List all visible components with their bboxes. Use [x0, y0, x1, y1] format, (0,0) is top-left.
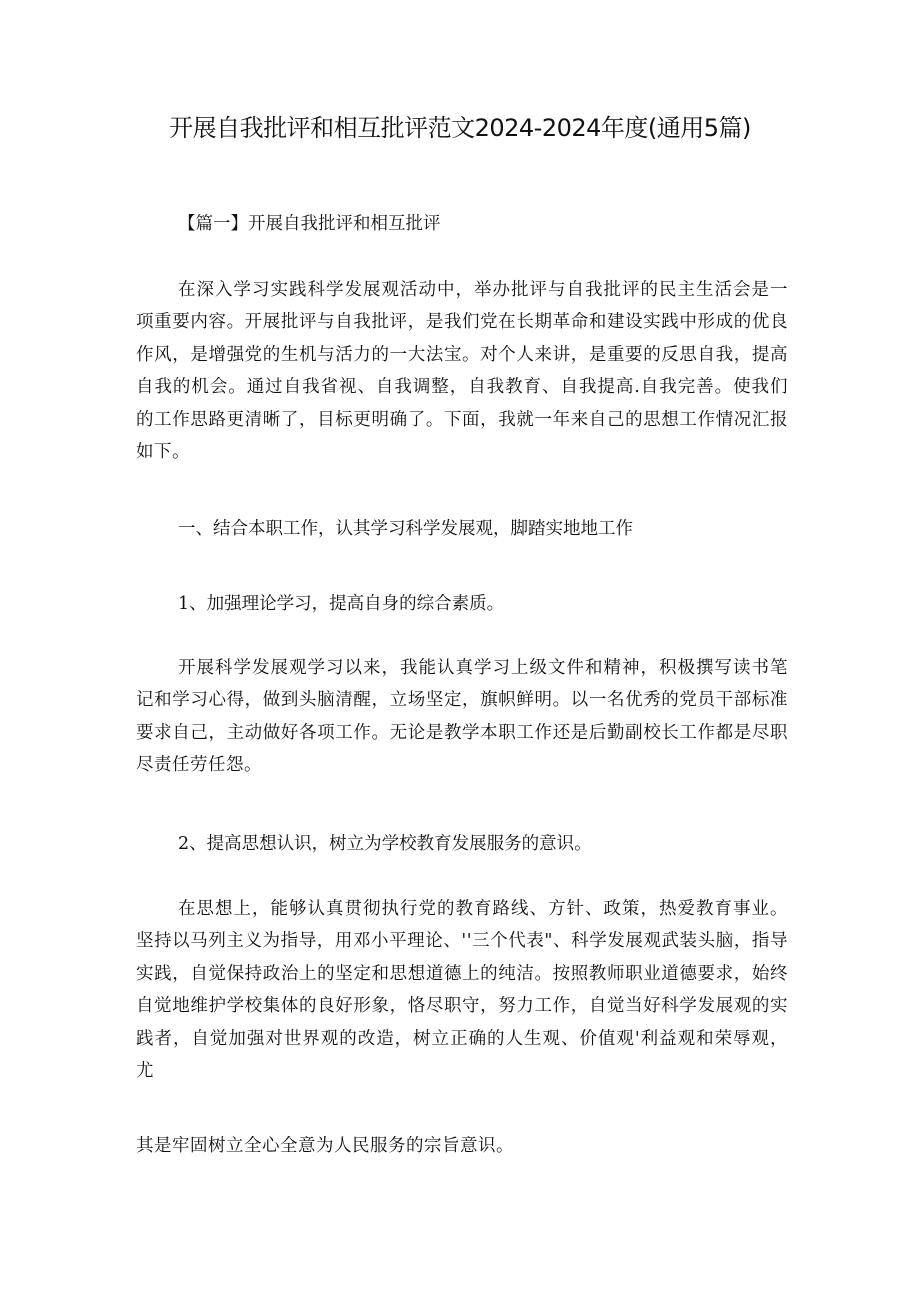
- subheading-1: 1、加强理论学习，提高自身的综合素质。: [178, 594, 505, 614]
- paragraph-2: 在思想上，能够认真贯彻执行党的教育路线、方针、政策，热爱教育事业。坚持以马列主义为指导，用邓小平理论、''三个代表"、科学发展观武装头脑，指导实践，自觉保持政治上的坚定和思想道德上的纯洁。按照教师职业道德要求，始终自觉地维护学校集体的良好形象，恪尽职守，努力工作，自觉当好科学发展观的实践者，自觉加强对世界观的改造，树立正确的人生观、价值观'利益观和荣辱观，尤: [136, 899, 788, 1082]
- intro-paragraph: 在深入学习实践科学发展观活动中，举办批评与自我批评的民主生活会是一项重要内容。开展批评与自我批评，是我们党在长期革命和建设实践中形成的优良作风，是增强党的生机与活力的一大法宝。对个人来讲，是重要的反思自我，提高自我的机会。通过自我省视、自我调整，自我教育、自我提高.自我完善。使我们的工作思路更清晰了，目标更明确了。下面，我就一年来自己的思想工作情况汇报如下。: [136, 280, 788, 463]
- document-title: 开展自我批评和相互批评范文2024-2024年度(通用5篇): [169, 114, 751, 142]
- paragraph-3: 其是牢固树立全心全意为人民服务的宗旨意识。: [136, 1136, 514, 1156]
- heading-1: 一、结合本职工作，认其学习科学发展观，脚踏实地地工作: [178, 519, 633, 539]
- subheading-2: 2、提高思想认识，树立为学校教育发展服务的意识。: [178, 834, 592, 854]
- section-heading: 【篇一】开展自我批评和相互批评: [178, 214, 441, 234]
- paragraph-1: 开展科学发展观学习以来，我能认真学习上级文件和精神，积极撰写读书笔记和学习心得，做到头脑清醒，立场坚定，旗帜鲜明。以一名优秀的党员干部标准要求自己，主动做好各项工作。无论是教学本职工作还是后勤副校长工作都是尽职尽责任劳任怨。: [136, 658, 788, 776]
